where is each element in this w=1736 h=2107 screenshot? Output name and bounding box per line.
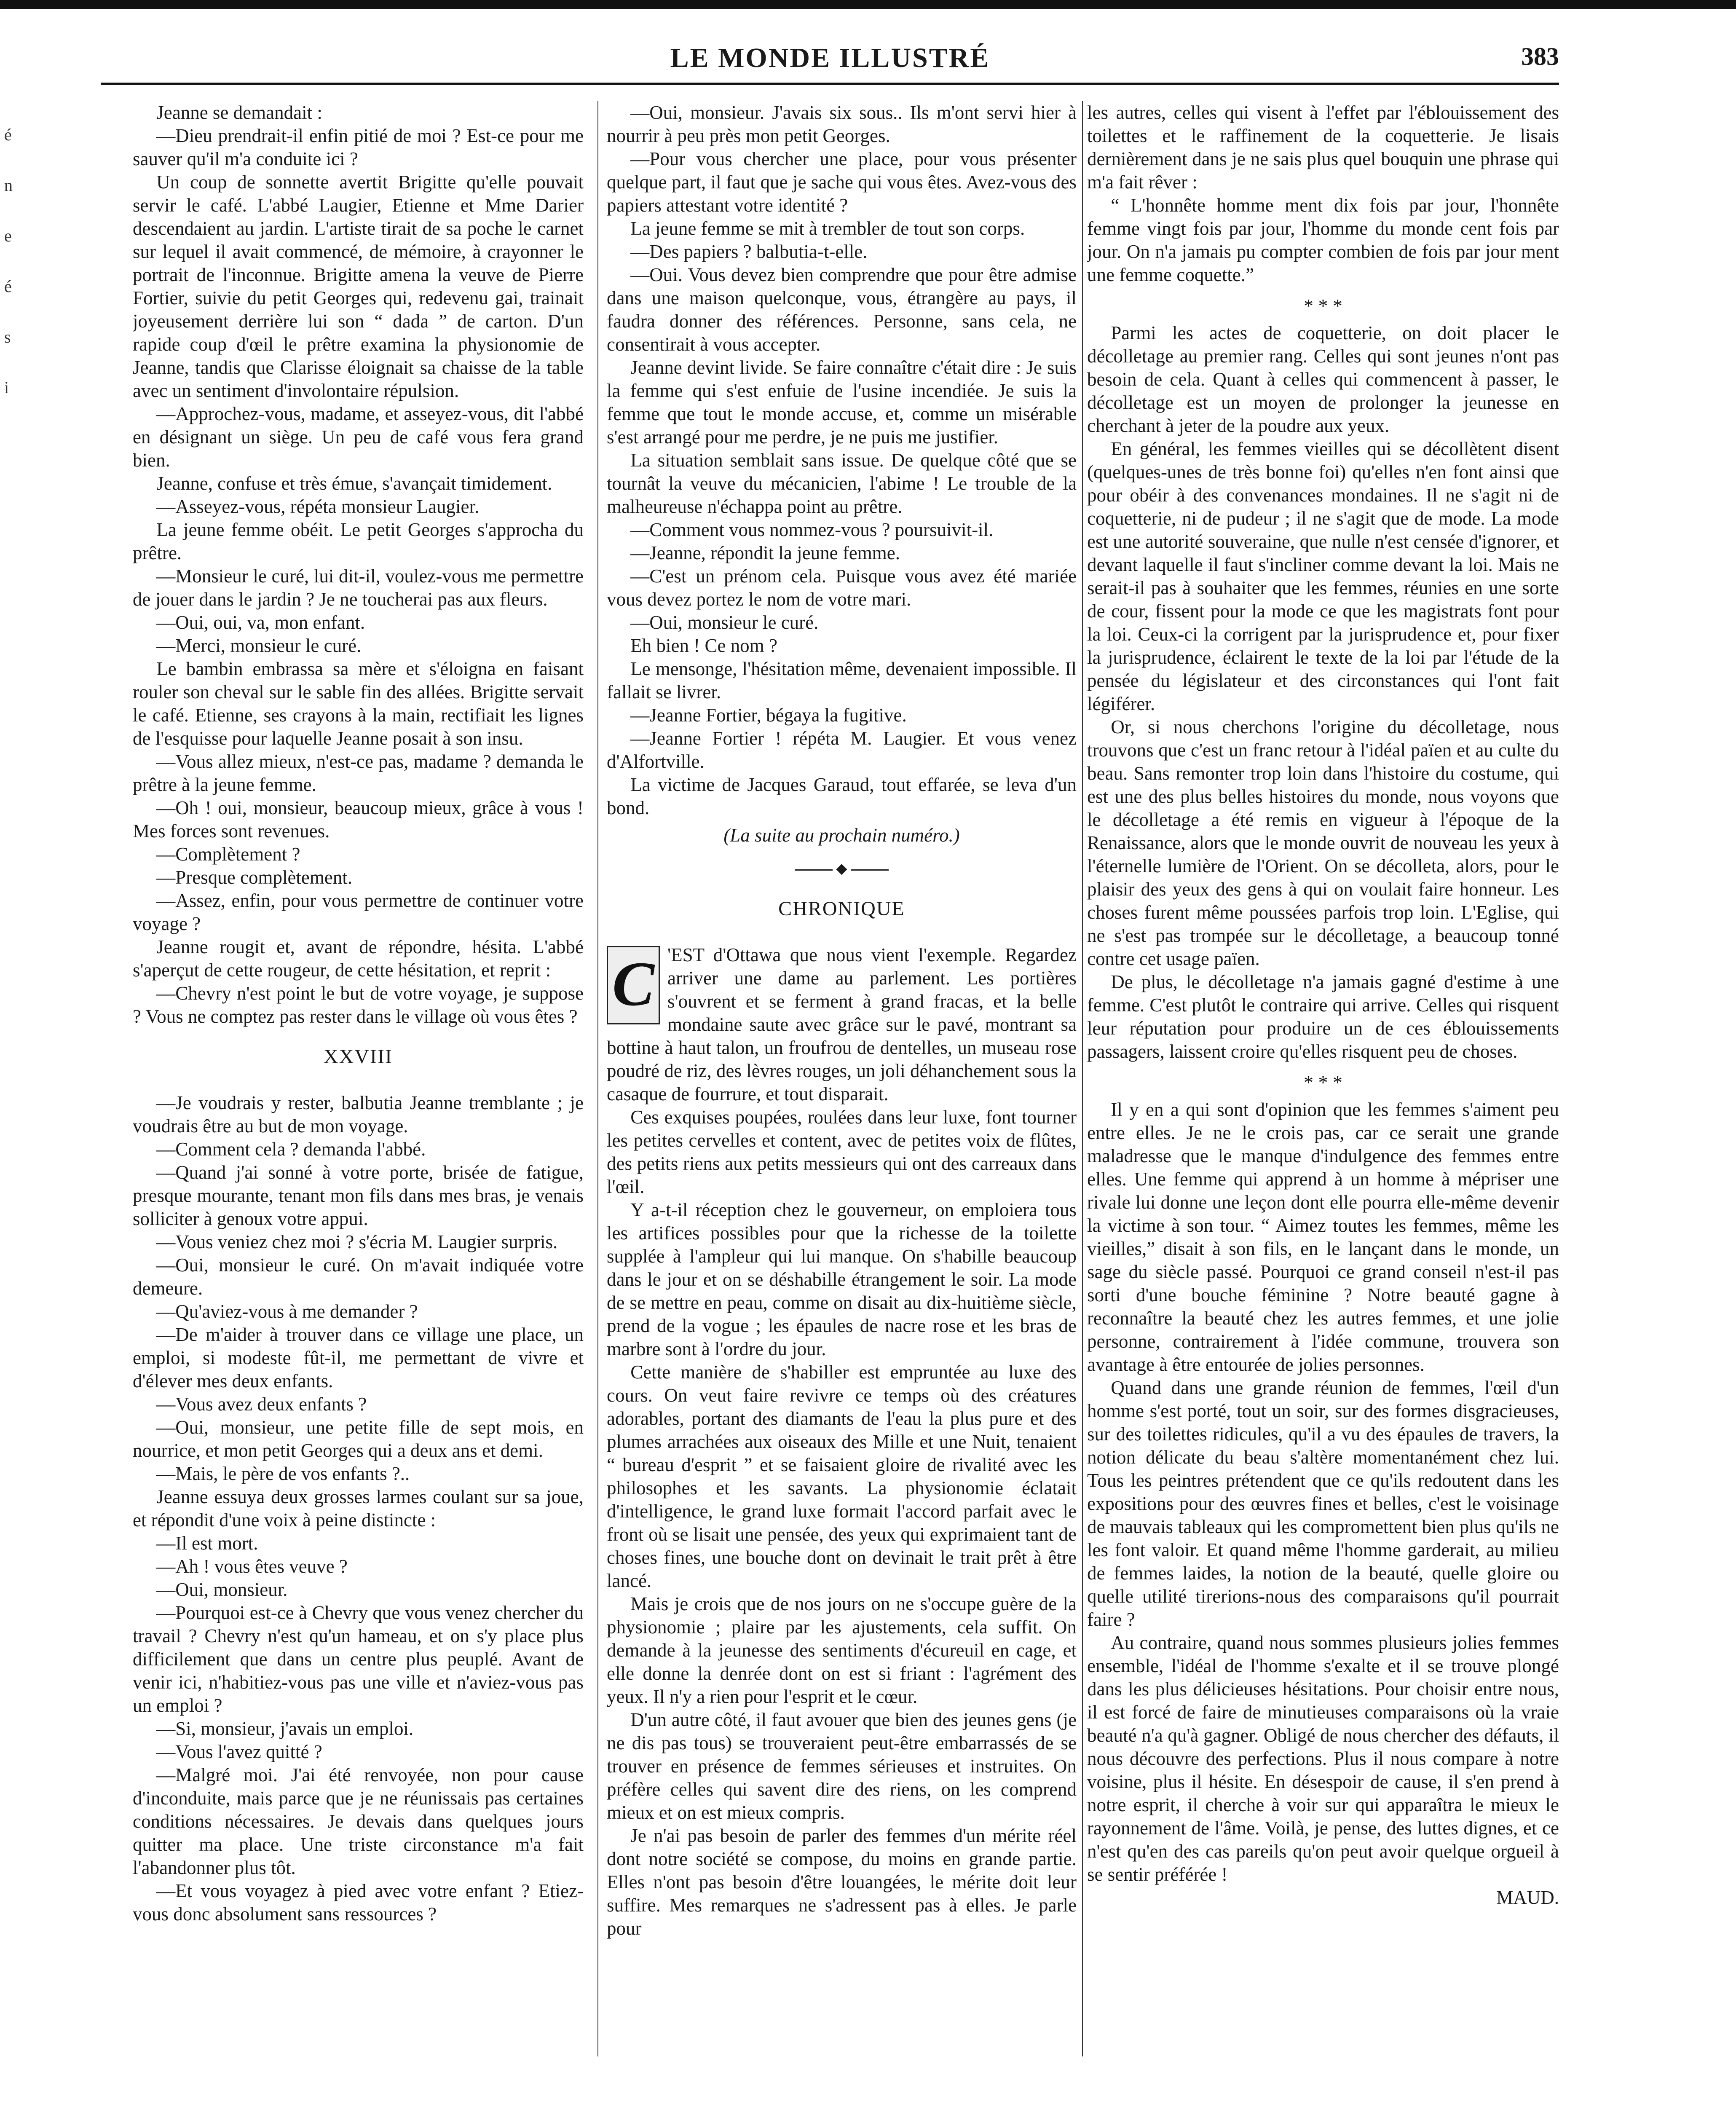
continued-note: (La suite au prochain numéro.) xyxy=(723,825,960,846)
asterism-divider: * * * xyxy=(1304,295,1342,316)
chapter-heading: XXVIII xyxy=(324,1045,393,1068)
margin-mark: é xyxy=(4,125,12,144)
paragraph: —Assez, enfin, pour vous permettre de continuer votre voyage ? xyxy=(133,890,584,934)
paragraph: —De m'aider à trouver dans ce village une place, un emploi, si modeste fût-il, me permettant de vivre et d'élever mes deux enfants. xyxy=(133,1324,584,1391)
paragraph: —Oui, monsieur le curé. xyxy=(630,612,819,633)
paragraph: —Vous avez deux enfants ? xyxy=(156,1394,367,1415)
paragraph: Or, si nous cherchons l'origine du décolletage, nous trouvons que c'est un franc retour à l'idéal païen et au culte du beau. Sans remonter trop loin dans l'histoire du costume, qui est une des plus belles histoires du monde, nous voyons que le décolletage a été remis en vigueur à l'époque de la Renaissance, alors que le monde ouvrit de nouveau les yeux à l'éternelle lumière de l'Orient. On se décolleta, alors, pour le plaisir des yeux des gens à qui on voulait faire honneur. Les choses furent même poussées parfois trop loin. L'Eglise, qui ne s'est pas trompée sur le décolletage, a beaucoup tonné contre cet usage païen. xyxy=(1087,716,1559,969)
paragraph: —Merci, monsieur le curé. xyxy=(156,635,362,656)
paragraph: —C'est un prénom cela. Puisque vous avez été mariée vous devez portez le nom de votre mari. xyxy=(607,566,1077,610)
paragraph-with-dropcap xyxy=(607,944,1077,1106)
paragraph: —Chevry n'est point le but de votre voyage, je suppose ? Vous ne comptez pas rester dans le village où vous êtes ? xyxy=(133,983,584,1027)
paragraph: Jeanne, confuse et très émue, s'avançait timidement. xyxy=(156,473,552,494)
asterism-divider: * * * xyxy=(1304,1072,1342,1093)
top-rule xyxy=(0,0,1736,9)
section-heading: CHRONIQUE xyxy=(778,898,905,920)
paragraph: La victime de Jacques Garaud, tout effarée, se leva d'un bond. xyxy=(607,774,1077,818)
paragraph: —Comment vous nommez-vous ? poursuivit-il. xyxy=(630,519,994,540)
paragraph: —Jeanne Fortier ! répéta M. Laugier. Et vous venez d'Alfortville. xyxy=(607,728,1077,772)
paragraph: —Oui, oui, va, mon enfant. xyxy=(156,612,365,633)
paragraph: Le bambin embrassa sa mère et s'éloigna en faisant rouler son cheval sur le sable fin des allées. Brigitte servait le café. Etienne, ses crayons à la main, rectifiait les lignes de l'esquisse pour laquelle Jeanne posait à son insu. xyxy=(133,658,584,749)
paragraph: —Asseyez-vous, répéta monsieur Laugier. xyxy=(156,496,480,517)
margin-mark: s xyxy=(4,327,11,346)
paragraph: Jeanne devint livide. Se faire connaître c'était dire : Je suis la femme qui s'est enfuie de l'usine incendiée. Je suis la femme que tout le monde accuse, et, comme un misérable s'est arrangé pour me perdre, je ne puis me justifier. xyxy=(607,357,1077,448)
paragraph: —Qu'aviez-vous à me demander ? xyxy=(156,1301,418,1322)
paragraph: Cette manière de s'habiller est empruntée au luxe des cours. On veut faire revivre ce temps où des créatures adorables, portant des diamants de l'eau la plus pure et des plumes arrachées aux oiseaux des Mille et une Nuit, tenaient “ bureau d'esprit ” et se faisaient gloire de rivalité avec les philosophes et les savants. La physionomie éclatait d'intelligence, le grand luxe formait l'accord parfait avec le front où se lisait une pensée, des yeux qui exprimaient tant de choses fines, une bouche dont on devinait le trait prêt à être lancé. xyxy=(607,1362,1077,1591)
quote-paragraph: “ L'honnête homme ment dix fois par jour, l'honnête femme vingt fois par jour, l'homme du monde cent fois par jour. On n'a jamais pu compter combien de fois par jour ment une femme coquette.” xyxy=(1087,195,1559,285)
dropcap-letter: C xyxy=(607,946,660,1024)
paragraph: —Oh ! oui, monsieur, beaucoup mieux, grâce à vous ! Mes forces sont revenues. xyxy=(133,797,584,842)
paragraph: La situation semblait sans issue. De quelque côté que se tournât la veuve du mécanicien, l'abime ! Le trouble de la malheureuse n'échappa point au prêtre. xyxy=(607,450,1077,517)
paragraph: —Je voudrais y rester, balbutia Jeanne tremblante ; je voudrais être au but de mon voyage. xyxy=(133,1092,584,1137)
paragraph: les autres, celles qui visent à l'effet par l'éblouissement des toilettes et le raffinement de la coquetterie. Je lisais dernièrement dans je ne sais plus quel bouquin une phrase qui m'a fait rêver : xyxy=(1087,102,1559,193)
paragraph: D'un autre côté, il faut avouer que bien des jeunes gens (je ne dis pas tous) se trouveraient peut-être embarrassés de se trouver en présence de femmes sérieuses et instruites. On préfère celles qui savent dire des riens, on les comprend mieux et on est mieux compris. xyxy=(607,1709,1077,1823)
margin-mark: i xyxy=(4,378,9,397)
paragraph: Au contraire, quand nous sommes plusieurs jolies femmes ensemble, l'idéal de l'homme s'exalte et il se trouve plongé dans les plus délicieuses hésitations. Pour choisir entre nous, il est forcé de faire de minutieuses comparaisons où la vraie beauté n'a qu'à gagner. Obligé de nous chercher des défauts, il nous découvre des perfections. Plus il nous compare à notre voisine, plus il hésite. En désespoir de cause, il s'en prend à notre esprit, il cherche à voir sur qui apparaîtra le mieux le rayonnement de l'âme. Voilà, je pense, des luttes dignes, et ce n'est qu'en des cas pareils qu'on peut avoir quelque orgueil à se sentir préférée ! xyxy=(1087,1632,1559,1885)
paragraph: —Pourquoi est-ce à Chevry que vous venez chercher du travail ? Chevry n'est qu'un hameau, et on s'y place plus difficilement que dans un centre plus peuplé. Avant de venir ici, n'habitiez-vous pas une ville et n'aviez-vous pas un emploi ? xyxy=(133,1602,584,1716)
margin-mark: e xyxy=(4,226,12,245)
paragraph: —Monsieur le curé, lui dit-il, voulez-vous me permettre de jouer dans le jardin ? Je ne toucherai pas aux fleurs. xyxy=(133,566,584,610)
column-divider xyxy=(1082,101,1083,2056)
paragraph: Jeanne essuya deux grosses larmes coulant sur sa joue, et répondit d'une voix à peine distincte : xyxy=(133,1486,584,1531)
margin-mark: é xyxy=(4,277,12,296)
paragraph: La jeune femme obéit. Le petit Georges s'approcha du prêtre. xyxy=(133,519,584,563)
paragraph: —Presque complètement. xyxy=(156,867,353,888)
page-header xyxy=(101,36,1559,85)
paragraph: Y a-t-il réception chez le gouverneur, on emploiera tous les artifices possibles pour que la richesse de la toilette supplée à l'ampleur qui lui manque. On s'habille beaucoup dans le jour et on se déshabille étrangement le soir. La mode de se mettre en peau, comme on disait au dix-huitième siècle, prend de la vogue ; les épaules de nacre rose et les bras de marbre sont à l'ordre du jour. xyxy=(607,1199,1077,1359)
paragraph: —Oui, monsieur, une petite fille de sept mois, en nourrice, et mon petit Georges qui a deux ans et demi. xyxy=(133,1417,584,1461)
paragraph: Le mensonge, l'hésitation même, devenaient impossible. Il fallait se livrer. xyxy=(607,658,1077,702)
paragraph: Parmi les actes de coquetterie, on doit placer le décolletage au premier rang. Celles qui sont jeunes n'ont pas besoin de cela. Quant à celles qui commencent à passer, le décolletage est un moyen de prolonger la jeunesse en cherchant à jeter de la poudre aux yeux. xyxy=(1087,322,1559,436)
paragraph: —Jeanne, répondit la jeune femme. xyxy=(630,542,900,563)
margin-mark: n xyxy=(4,176,13,195)
paragraph: Un coup de sonnette avertit Brigitte qu'elle pouvait servir le café. L'abbé Laugier, Etienne et Mme Darier descendaient au jardin. L'artiste tirait de sa poche le carnet sur lequel il avait commencé, de mémoire, à crayonner le portrait de l'inconnue. Brigitte amena la veuve de Pierre Fortier, suivie du petit Georges qui, redevenu gai, trainait joyeusement derrière lui son “ dada ” de carton. D'un rapide coup d'œil le prêtre examina la physionomie de Jeanne, tandis que Clarisse éloignait sa chaisse de la table avec un sentiment d'involontaire répulsion. xyxy=(133,172,584,401)
ornament-divider: ◆ xyxy=(607,857,1077,880)
paragraph: —Complètement ? xyxy=(156,844,300,865)
paragraph: —Comment cela ? demanda l'abbé. xyxy=(156,1139,426,1160)
paragraph: Quand dans une grande réunion de femmes, l'œil d'un homme s'est porté, tout un soir, sur des formes disgracieuses, sur des toilettes ridicules, qu'il a vu des épaules de travers, la notion délicate du beau s'altère momentanément chez lui. Tous les peintres prétendent que ce qu'ils redoutent dans les expositions pour des œuvres fines et belles, c'est le voisinage de mauvais tableaux qui les compromettent bien plus qu'ils ne les font valoir. Et quand même l'homme garderait, au milieu de femmes laides, la notion de la beauté, quelle gloire ou quelle utilité tirerions-nous des comparaisons qu'il pourrait faire ? xyxy=(1087,1377,1559,1630)
paragraph: —Des papiers ? balbutia-t-elle. xyxy=(630,241,868,262)
page-number: 383 xyxy=(1521,43,1559,70)
paragraph: —Oui, monsieur. J'avais six sous.. Ils m'ont servi hier à nourrir à peu près mon petit Georges. xyxy=(607,102,1077,146)
paragraph: De plus, le décolletage n'a jamais gagné d'estime à une femme. C'est plutôt le contraire qui arrive. Celles qui risquent leur réputation pour produire un de ces éblouissements passagers, laissent croire qu'elles risquent peu de choses. xyxy=(1087,971,1559,1062)
column-1 xyxy=(133,101,584,2048)
paragraph: Mais je crois que de nos jours on ne s'occupe guère de la physionomie ; plaire par les ajustements, cela suffit. On demande à la jeunesse des sentiments d'écureuil en cage, et elle donne la denrée dont on est si friant : l'agrément des yeux. Il n'y a rien pour l'esprit et le cœur. xyxy=(607,1593,1077,1707)
paragraph: —Jeanne Fortier, bégaya la fugitive. xyxy=(630,705,907,726)
paragraph: —Dieu prendrait-il enfin pitié de moi ? Est-ce pour me sauver qu'il m'a conduite ici ? xyxy=(133,125,584,169)
paragraph: Jeanne se demandait : xyxy=(156,102,322,123)
column-3 xyxy=(1087,101,1559,2048)
paragraph: —Si, monsieur, j'avais un emploi. xyxy=(156,1718,414,1739)
paragraph: —Et vous voyagez à pied avec votre enfant ? Etiez-vous donc absolument sans ressources ? xyxy=(133,1880,584,1925)
paragraph: Il y en a qui sont d'opinion que les femmes s'aiment peu entre elles. Je ne le crois pas, car ce serait une grande maladresse que le manque d'indulgence des femmes entre elles. Une femme qui apprend à un homme à mépriser une rivale lui donne une leçon dont elle pourra elle-même devenir la victime à son tour. “ Aimez toutes les femmes, même les vieilles,” disait à son fils, en le lançant dans le monde, un sage du siècle passé. Pourquoi ce grand conseil n'est-il pas sorti d'une bouche féminine ? Notre beauté gagne à reconnaître la beauté chez les autres femmes, et une jolie personne, contrairement à l'idée commune, trouvera son avantage à être entourée de jolies personnes. xyxy=(1087,1099,1559,1375)
paragraph: La jeune femme se mit à trembler de tout son corps. xyxy=(630,218,1025,239)
paragraph: —Vous veniez chez moi ? s'écria M. Laugier surpris. xyxy=(156,1231,558,1252)
paragraph: —Oui, monsieur le curé. On m'avait indiquée votre demeure. xyxy=(133,1255,584,1299)
paragraph: —Oui. Vous devez bien comprendre que pour être admise dans une maison quelconque, vous, étrangère au pays, il faudra donner des références. Personne, sans cela, ne consentirait à vous accepter. xyxy=(607,264,1077,355)
paragraph: Ces exquises poupées, roulées dans leur luxe, font tourner les petites cervelles et content, avec de petites voix de flûtes, des petits riens aux petits messieurs qui ont des carreaux dans l'œil. xyxy=(607,1107,1077,1197)
paragraph: —Vous l'avez quitté ? xyxy=(156,1741,322,1762)
left-margin-marks xyxy=(4,110,17,413)
author-signature: MAUD. xyxy=(1496,1887,1559,1908)
paragraph: —Quand j'ai sonné à votre porte, brisée de fatigue, presque mourante, tenant mon fils dans mes bras, je venais solliciter à genoux votre appui. xyxy=(133,1162,584,1229)
paragraph: Je n'ai pas besoin de parler des femmes d'un mérite réel dont notre société se compose, du moins en grande partie. Elles n'ont pas besoin d'être louangées, le mérite doit leur suffire. Mes remarques ne s'adressent pas à elles. Je parle pour xyxy=(607,1825,1077,1939)
paragraph: —Vous allez mieux, n'est-ce pas, madame ? demanda le prêtre à la jeune femme. xyxy=(133,751,584,795)
paragraph: —Oui, monsieur. xyxy=(156,1579,288,1600)
column-2 xyxy=(607,101,1077,2048)
paragraph: —Approchez-vous, madame, et asseyez-vous, dit l'abbé en désignant un siège. Un peu de café vous fera grand bien. xyxy=(133,403,584,471)
journal-title: LE MONDE ILLUSTRÉ xyxy=(670,43,990,73)
paragraph: —Ah ! vous êtes veuve ? xyxy=(156,1556,348,1577)
paragraph: Jeanne rougit et, avant de répondre, hésita. L'abbé s'aperçut de cette rougeur, de cette hésitation, et reprit : xyxy=(133,936,584,981)
paragraph-text: 'EST d'Ottawa que nous vient l'exemple. Regardez arriver une dame au parlement. Les portières s'ouvrent et se ferment à grand fracas, et la belle mondaine saute avec grâce sur le pavé, montrant sa bottine à haut talon, un froufrou de dentelles, un museau rose poudré de riz, des lèvres rouges, un joli déhanchement sous la casaque de fourrure, et tout disparait. xyxy=(607,944,1077,1104)
paragraph: —Malgré moi. J'ai été renvoyée, non pour cause d'inconduite, mais parce que je ne réunissais pas certaines conditions nécessaires. Je devais dans quelques jours quitter ma place. Une triste circonstance m'a fait l'abandonner plus tôt. xyxy=(133,1764,584,1878)
paragraph: En général, les femmes vieilles qui se décollètent disent (quelques-unes de très bonne foi) qu'elles n'en font ainsi que pour obéir à des convenances mondaines. Il ne s'agit ni de coquetterie, ni de pudeur ; il ne s'agit que de mode. La mode est une autorité souveraine, que nulle n'est censée d'ignorer, et devant laquelle il faut s'incliner comme devant la loi. Mais ne serait-il pas à souhaiter que les femmes, réunies en une sorte de cour, fissent pour la mode ce que les magistrats font pour la loi. Ceux-ci la corrigent par la jurisprudence et, pour fixer la jurisprudence, éclairent le texte de la loi par l'étude de la pensée du législateur et des circonstances qui l'ont fait légiférer. xyxy=(1087,438,1559,714)
paragraph: Eh bien ! Ce nom ? xyxy=(630,635,777,656)
paragraph: —Il est mort. xyxy=(156,1533,258,1554)
paragraph: —Mais, le père de vos enfants ?.. xyxy=(156,1463,410,1484)
column-divider xyxy=(597,101,598,2056)
paragraph: —Pour vous chercher une place, pour vous présenter quelque part, il faut que je sache qui vous êtes. Avez-vous des papiers attestant votre identité ? xyxy=(607,148,1077,216)
